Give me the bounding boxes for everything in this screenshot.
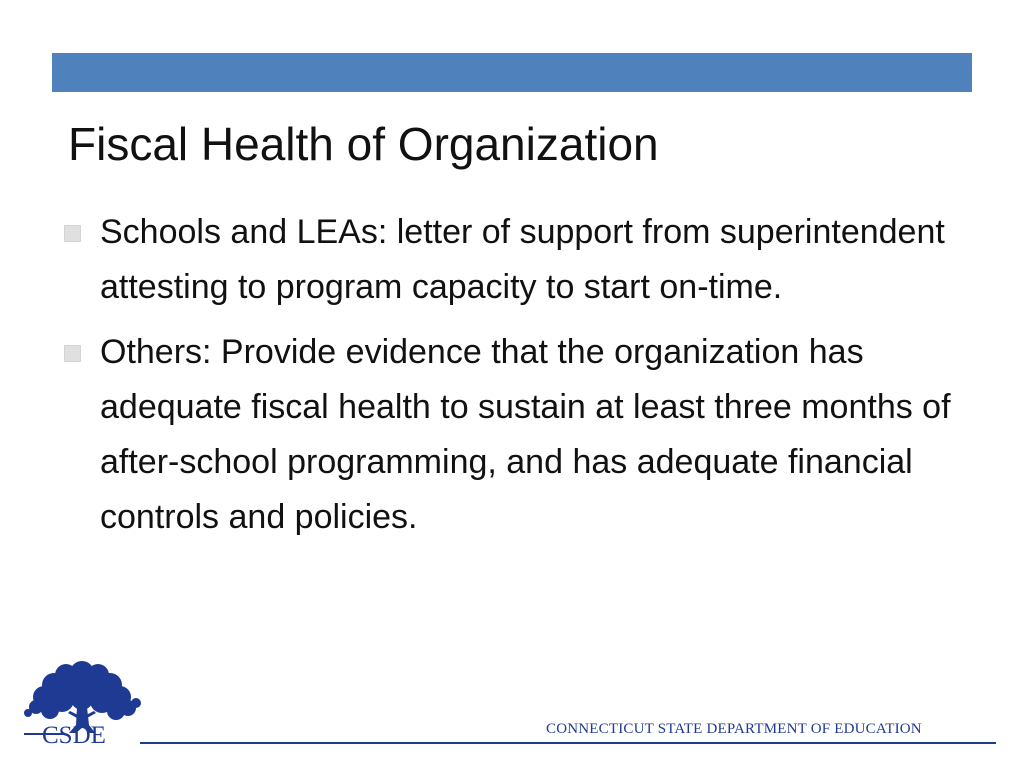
bullet-text: Schools and LEAs: letter of support from superintendent attesting to program capacity to start on-time.	[100, 213, 945, 306]
square-bullet-icon	[64, 225, 81, 242]
bullet-item	[62, 205, 972, 315]
bullet-list	[62, 205, 972, 555]
logo-text: CSDE	[42, 722, 106, 749]
footer-organization: CONNECTICUT STATE DEPARTMENT OF EDUCATION	[546, 721, 922, 737]
footer-divider	[140, 742, 996, 744]
square-bullet-icon	[64, 345, 81, 362]
bullet-text: Others: Provide evidence that the organization has adequate fiscal health to sustain at least three months of after-school programming, and has adequate financial controls and policies.	[100, 333, 951, 536]
bullet-item	[62, 325, 972, 545]
slide-title: Fiscal Health of Organization	[68, 118, 659, 170]
header-accent-bar	[52, 53, 972, 92]
